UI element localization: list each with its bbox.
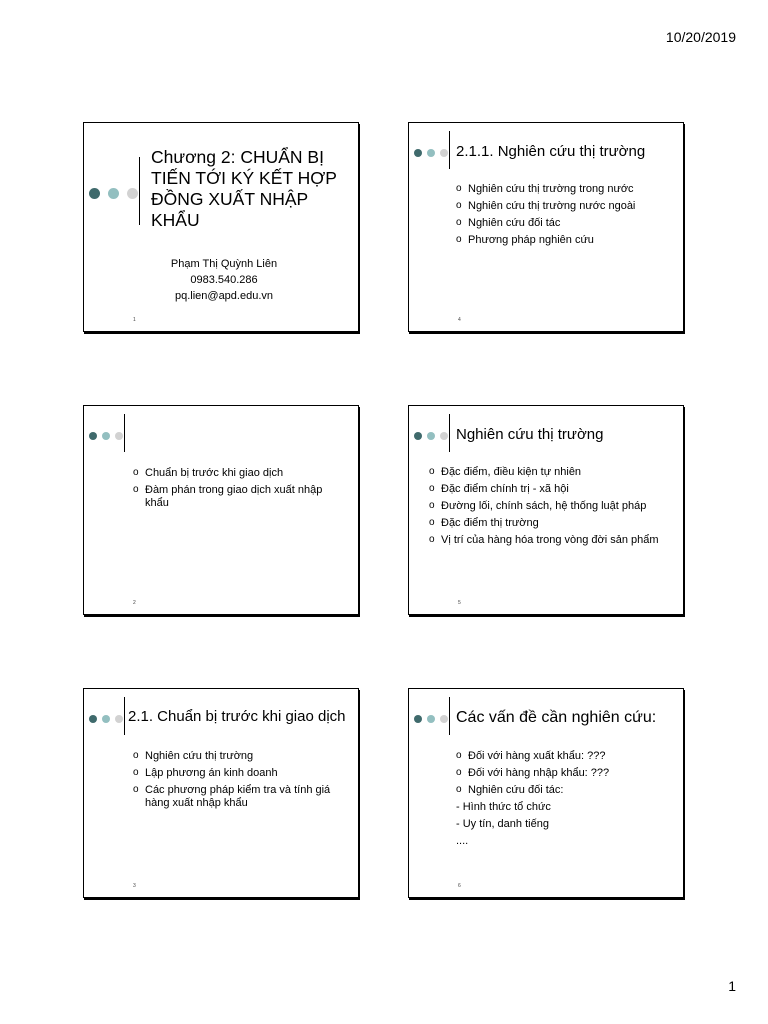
slide-6-thumbnail	[408, 688, 684, 898]
list-item-dash: - Uy tín, danh tiếng	[456, 818, 549, 830]
author-name: Phạm Thị Quỳnh Liên	[170, 258, 278, 270]
title-divider-line	[449, 131, 450, 169]
list-item-dash: - Hình thức tổ chức	[456, 801, 551, 813]
bullet-list	[133, 465, 348, 510]
title-divider-line	[124, 697, 125, 735]
list-item: o Nghiên cứu thị trường	[133, 748, 348, 765]
list-item: o Đối với hàng nhập khẩu: ???	[456, 765, 676, 782]
slide-number: 4	[458, 317, 461, 323]
list-item: o Lập phương án kinh doanh	[133, 765, 348, 782]
list-item: o Đối với hàng xuất khẩu: ???	[456, 748, 676, 765]
slide-4-thumbnail	[408, 122, 684, 332]
slide-5-thumbnail	[408, 405, 684, 615]
title-divider-line	[139, 157, 140, 225]
page-date: 10/20/2019	[665, 29, 736, 45]
author-email: pq.lien@apd.edu.vn	[174, 290, 274, 302]
slide-title: Chương 2: CHUẨN BỊ TIẾN TỚI KÝ KẾT HỢP ĐỒNG XUẤT NHẬP KHẨU	[151, 147, 337, 230]
list-item: o Phương pháp nghiên cứu	[456, 232, 676, 249]
list-item-dash: ....	[456, 835, 469, 847]
bullet-list	[456, 748, 676, 850]
list-item: o Đặc điểm, điều kiện tự nhiên	[429, 464, 679, 481]
bullet-list	[429, 464, 679, 549]
slide-decoration-dots	[414, 149, 448, 157]
slide-decoration-dots	[89, 188, 138, 199]
slide-1-thumbnail	[83, 122, 359, 332]
title-divider-line	[449, 697, 450, 735]
bullet-list	[456, 181, 676, 249]
list-item: o Chuẩn bị trước khi giao dịch	[133, 465, 348, 482]
slide-title: 2.1. Chuẩn bị trước khi giao dịch	[128, 708, 346, 725]
slide-number: 2	[133, 600, 136, 606]
list-item: o Vị trí của hàng hóa trong vòng đời sản phẩm	[429, 532, 679, 549]
list-item: o Các phương pháp kiểm tra và tính giá hàng xuất nhập khẩu	[133, 784, 348, 810]
list-item: o Nghiên cứu đối tác:	[456, 782, 676, 799]
slide-number: 1	[133, 317, 136, 323]
bullet-list	[133, 748, 348, 810]
list-item: o Đàm phán trong giao dịch xuất nhập khẩu	[133, 484, 348, 510]
slide-decoration-dots	[414, 715, 448, 723]
list-item: o Đặc điểm chính trị - xã hội	[429, 481, 679, 498]
author-phone: 0983.540.286	[190, 274, 258, 286]
slide-number: 6	[458, 883, 461, 889]
title-divider-line	[124, 414, 125, 452]
list-item: o Đường lối, chính sách, hệ thống luật pháp	[429, 498, 679, 515]
slide-2-thumbnail	[83, 405, 359, 615]
list-item: o Nghiên cứu thị trường nước ngoài	[456, 198, 676, 215]
list-item: o Nghiên cứu đối tác	[456, 215, 676, 232]
list-item: o Nghiên cứu thị trường trong nước	[456, 181, 676, 198]
page-number: 1	[728, 978, 736, 994]
title-divider-line	[449, 414, 450, 452]
slide-title: Nghiên cứu thị trường	[456, 426, 604, 443]
author-info	[124, 256, 324, 304]
slide-title: 2.1.1. Nghiên cứu thị trường	[456, 143, 646, 160]
slide-decoration-dots	[414, 432, 448, 440]
list-item: o Đặc điểm thị trường	[429, 515, 679, 532]
slide-title: Các vấn đề cần nghiên cứu:	[456, 709, 657, 726]
slide-number: 5	[458, 600, 461, 606]
slide-number: 3	[133, 883, 136, 889]
slide-decoration-dots	[89, 715, 123, 723]
slide-decoration-dots	[89, 432, 123, 440]
slide-3-thumbnail	[83, 688, 359, 898]
